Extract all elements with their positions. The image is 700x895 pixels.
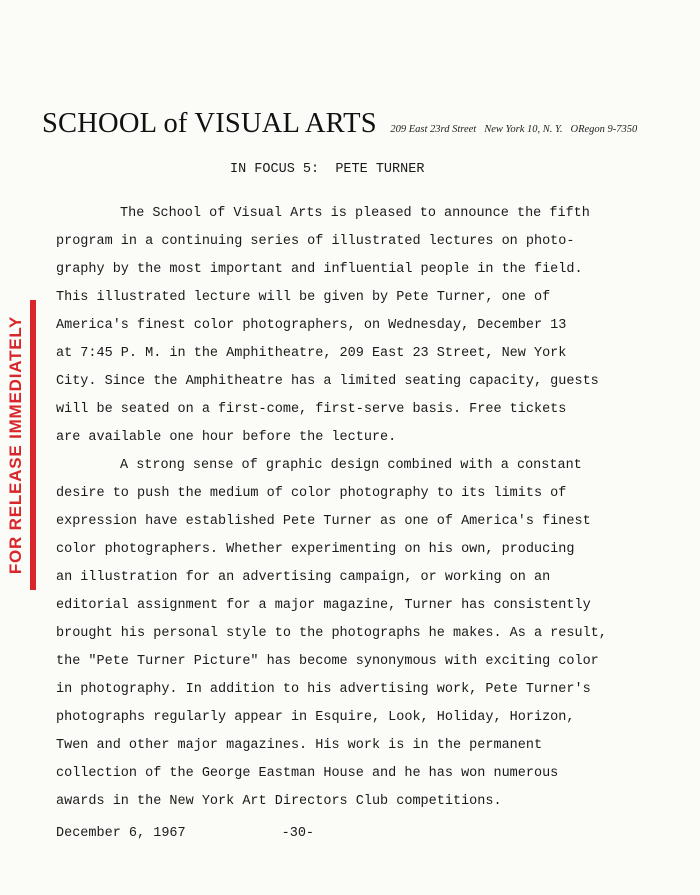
text-line: program in a continuing series of illustrated lectures on photo- — [56, 234, 575, 249]
program-title: IN FOCUS 5: PETE TURNER — [230, 162, 425, 177]
text-line: collection of the George Eastman House and he has won numerous — [56, 766, 559, 781]
text-line: the "Pete Turner Picture" has become synonymous with exciting color — [56, 654, 599, 669]
text-line: City. Since the Amphitheatre has a limited seating capacity, guests — [56, 374, 599, 389]
release-date: December 6, 1967 — [56, 826, 186, 841]
phone-number: ORegon 9-7350 — [570, 124, 638, 135]
press-release-body — [56, 200, 646, 816]
text-line: desire to push the medium of color photography to its limits of — [56, 486, 567, 501]
release-bar — [30, 300, 36, 590]
text-line: A strong sense of graphic design combined with a constant — [120, 458, 582, 473]
text-line: are available one hour before the lecture. — [56, 430, 397, 445]
release-label: FOR RELEASE IMMEDIATELY — [6, 315, 25, 575]
text-line: in photography. In addition to his advertising work, Pete Turner's — [56, 682, 591, 697]
text-line: an illustration for an advertising campaign, or working on an — [56, 570, 551, 585]
letterhead — [42, 108, 692, 140]
text-line: brought his personal style to the photographs he makes. As a result, — [56, 626, 607, 641]
text-line: at 7:45 P. M. in the Amphitheatre, 209 East 23 Street, New York — [56, 346, 567, 361]
paragraph-1 — [56, 200, 646, 452]
text-line: America's finest color photographers, on Wednesday, December 13 — [56, 318, 567, 333]
address-city: New York 10, N. Y. — [484, 124, 563, 135]
text-line: This illustrated lecture will be given by Pete Turner, one of — [56, 290, 551, 305]
text-line: color photographers. Whether experimenting on his own, producing — [56, 542, 575, 557]
text-line: expression have established Pete Turner as one of America's finest — [56, 514, 591, 529]
release-banner — [2, 300, 36, 590]
text-line: awards in the New York Art Directors Club competitions. — [56, 794, 502, 809]
end-mark: -30- — [281, 826, 315, 841]
text-line: The School of Visual Arts is pleased to announce the fifth — [120, 206, 590, 221]
footer — [56, 826, 314, 841]
school-name: SCHOOL of VISUAL ARTS — [42, 108, 377, 139]
text-line: Twen and other major magazines. His work is in the permanent — [56, 738, 543, 753]
address-street: 209 East 23rd Street — [390, 124, 477, 135]
text-line: graphy by the most important and influential people in the field. — [56, 262, 583, 277]
paragraph-2 — [56, 452, 646, 816]
text-line: photographs regularly appear in Esquire, Look, Holiday, Horizon, — [56, 710, 575, 725]
text-line: editorial assignment for a major magazine, Turner has consistently — [56, 598, 591, 613]
text-line: will be seated on a first-come, first-serve basis. Free tickets — [56, 402, 567, 417]
